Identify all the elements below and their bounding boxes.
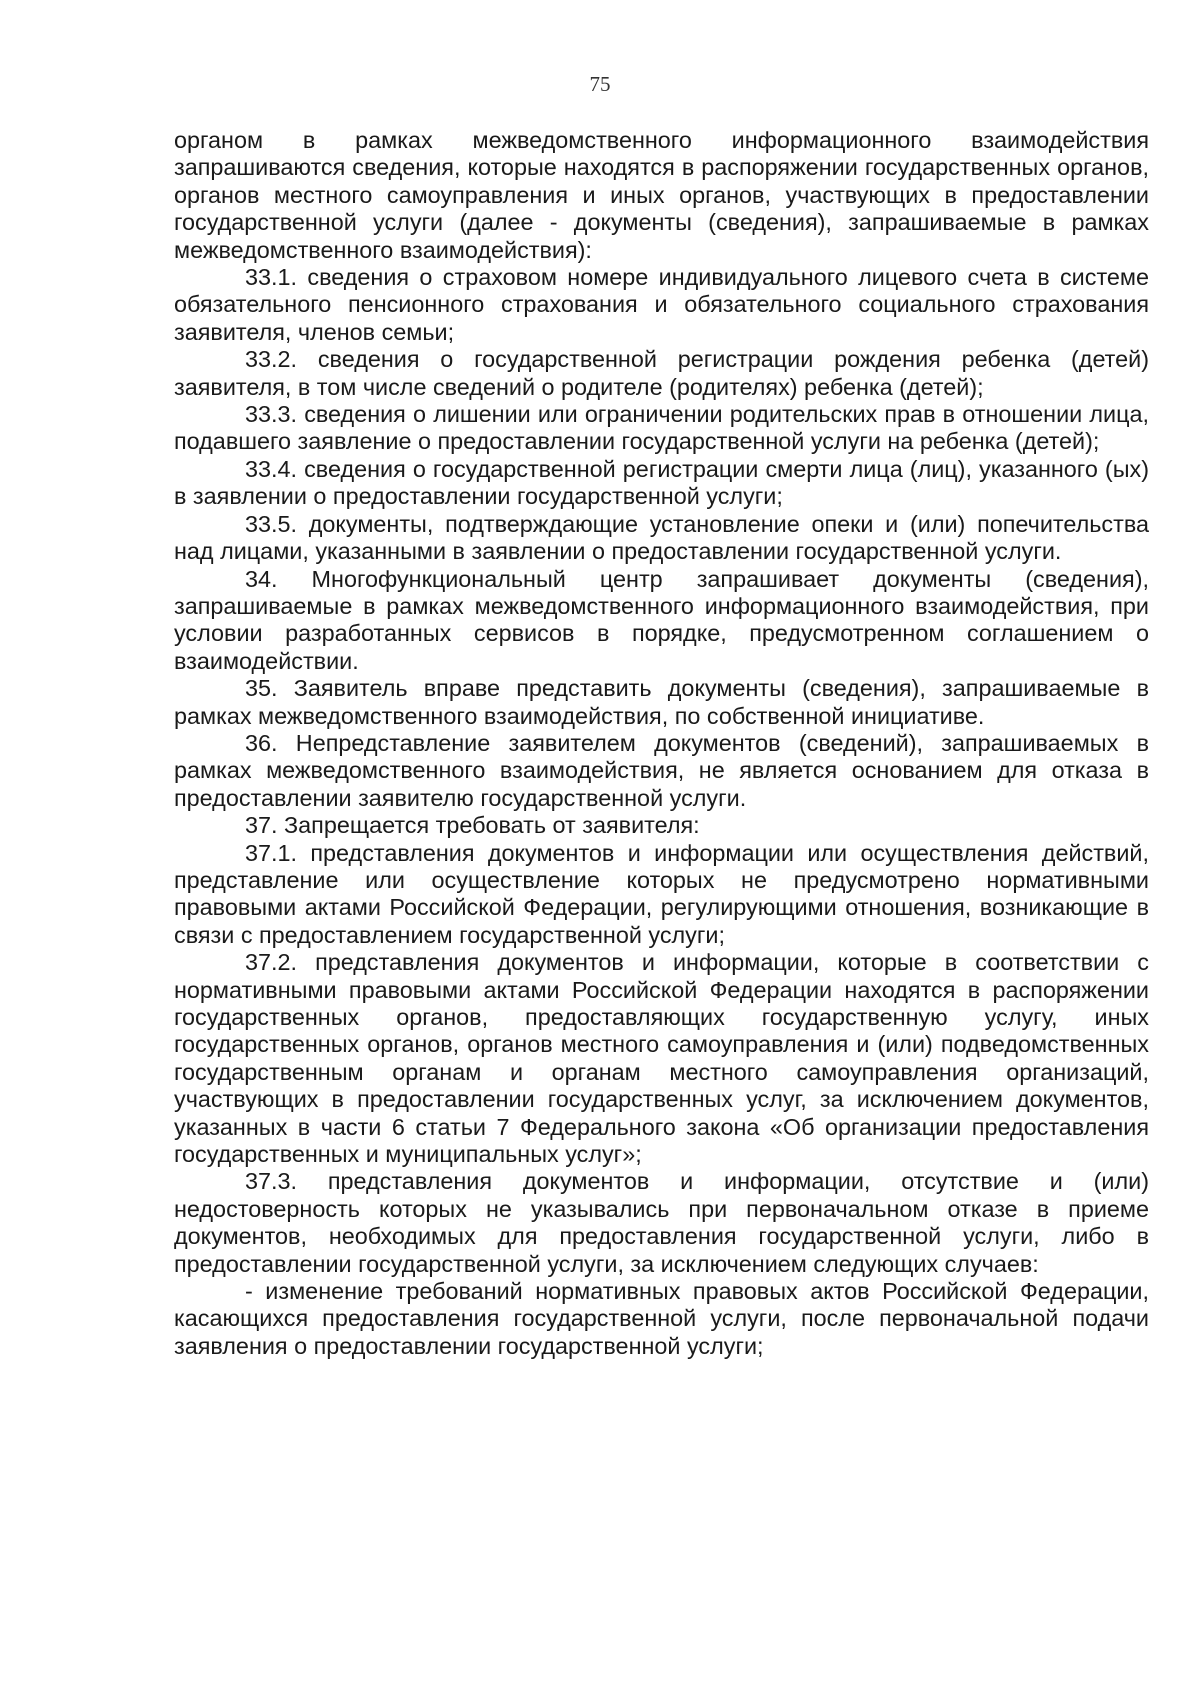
document-body [174, 127, 1149, 1360]
paragraph-37-2: 37.2. представления документов и информации, которые в соответствии с нормативными правовыми актами Российской Федерации находятся в распоряжении государственных органов, предоставляющих государственную услугу, иных государственных органов, органов местного самоуправления и (или) подведомственных государственным органам и органам местного самоуправления организаций, участвующих в предоставлении государственных услуг, за исключением документов, указанных в части 6 статьи 7 Федерального закона «Об организации предоставления государственных и муниципальных услуг»; [174, 949, 1149, 1168]
paragraph-33-4: 33.4. сведения о государственной регистрации смерти лица (лиц), указанного (ых) в заявлении о предоставлении государственной услуги; [174, 455, 1149, 510]
paragraph-33-5: 33.5. документы, подтверждающие установление опеки и (или) попечительства над лицами, указанными в заявлении о предоставлении государственной услуги. [174, 510, 1149, 565]
paragraph-33-1: 33.1. сведения о страховом номере индивидуального лицевого счета в системе обязательного пенсионного страхования и обязательного социального страхования заявителя, членов семьи; [174, 264, 1149, 345]
paragraph-35: 35. Заявитель вправе представить документы (сведения), запрашиваемые в рамках межведомственного взаимодействия, по собственной инициативе. [174, 675, 1149, 729]
paragraph-continuation: органом в рамках межведомственного информационного взаимодействия запрашиваются сведения, которые находятся в распоряжении государственных органов, органов местного самоуправления и иных органов, участвующих в предоставлении государственной услуги (далее - документы (сведения), запрашиваемые в рамках межведомственного взаимодействия): [174, 127, 1149, 263]
paragraph-34: 34. Многофункциональный центр запрашивает документы (сведения), запрашиваемые в рамках межведомственного информационного взаимодействия, при условии разработанных сервисов в порядке, предусмотренном соглашением о взаимодействии. [174, 565, 1149, 674]
paragraph-list-item: - изменение требований нормативных правовых актов Российской Федерации, касающихся предоставления государственной услуги, после первоначальной подачи заявления о предоставлении государственной услуги; [174, 1278, 1149, 1359]
paragraph-37: 37. Запрещается требовать от заявителя: [245, 812, 700, 839]
paragraph-33-2: 33.2. сведения о государственной регистрации рождения ребенка (детей) заявителя, в том числе сведений о родителе (родителях) ребенка (детей); [174, 346, 1149, 400]
paragraph-36: 36. Непредставление заявителем документов (сведений), запрашиваемых в рамках межведомственного взаимодействия, не является основанием для отказа в предоставлении заявителю государственной услуги. [174, 729, 1149, 811]
paragraph-33-3: 33.3. сведения о лишении или ограничении родительских прав в отношении лица, подавшего заявление о предоставлении государственной услуги на ребенка (детей); [174, 401, 1149, 455]
page-number: 75 [589, 72, 611, 96]
paragraph-37-3: 37.3. представления документов и информации, отсутствие и (или) недостоверность которых не указывались при первоначальном отказе в приеме документов, необходимых для предоставления государственной услуги, либо в предоставлении государственной услуги, за исключением следующих случаев: [174, 1168, 1149, 1277]
paragraph-37-1: 37.1. представления документов и информации или осуществления действий, представление или осуществление которых не предусмотрено нормативными правовыми актами Российской Федерации, регулирующими отношения, возникающие в связи с предоставлением государственной услуги; [174, 839, 1149, 948]
